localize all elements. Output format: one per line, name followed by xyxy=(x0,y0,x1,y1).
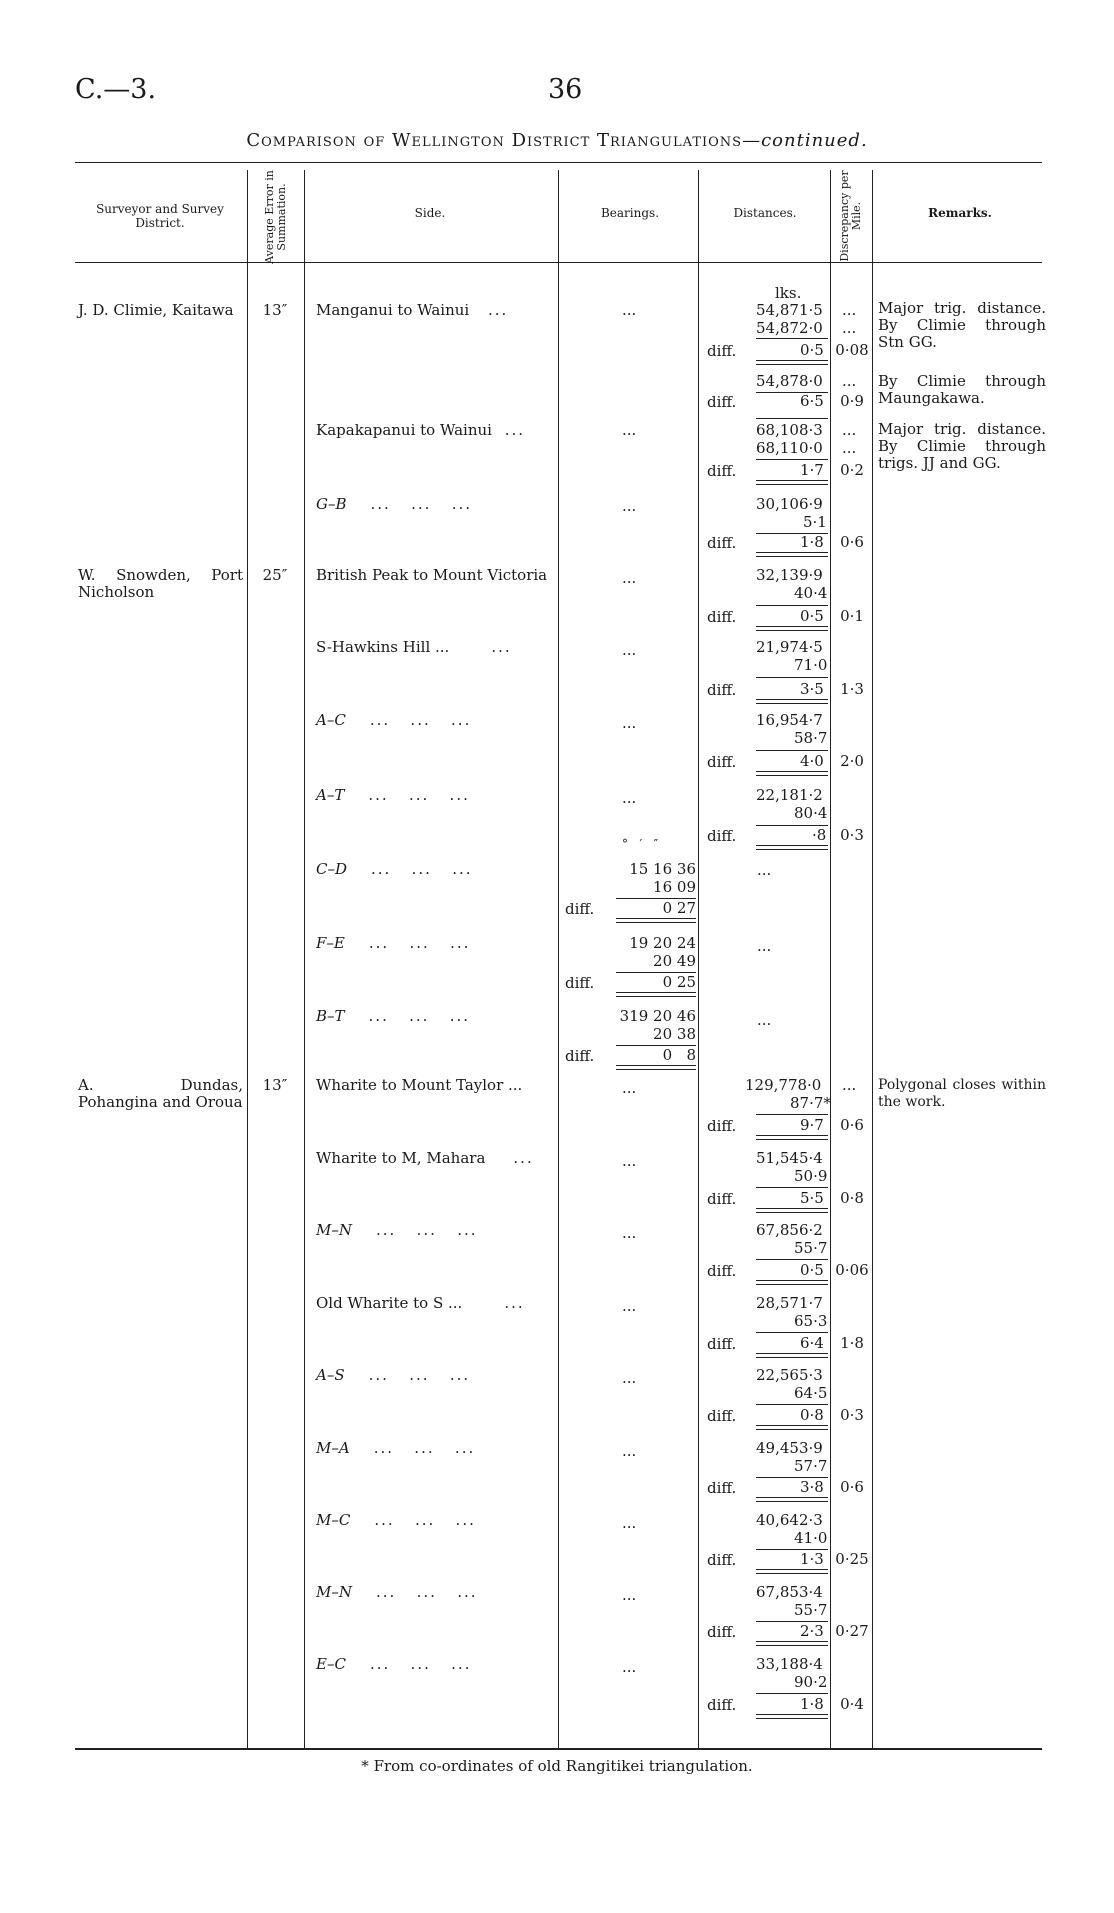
distance-1: 21,974·5 xyxy=(756,638,823,656)
header-bearings: Bearings. xyxy=(600,206,660,220)
bearing-diff: 0 25 xyxy=(662,973,696,991)
side-text: A–T xyxy=(316,786,345,804)
distance-2: 71·0 xyxy=(794,656,828,674)
side-dots: ... ... ... xyxy=(368,1007,471,1025)
side-label xyxy=(316,1367,554,1384)
diff-value: 1·8 xyxy=(800,1695,824,1713)
side-dots: ... ... ... xyxy=(368,786,470,804)
disc-dots: ... xyxy=(842,421,857,439)
side-label xyxy=(316,1295,554,1312)
col-divider-4 xyxy=(698,170,699,1748)
side-dots: ... ... ... xyxy=(369,711,472,729)
discrepancy-value: 0·4 xyxy=(840,1695,864,1713)
bearing-2: 20 38 xyxy=(653,1025,696,1043)
header-remarks: Remarks. xyxy=(928,206,992,220)
header-side: Side. xyxy=(414,206,446,220)
remark: Major trig. distance. By Climie through Stn GG. xyxy=(878,299,1046,351)
distance-2: 90·2 xyxy=(794,1673,828,1691)
bearing-value: ... xyxy=(622,1079,637,1097)
discrepancy-value: 0·27 xyxy=(835,1622,869,1640)
diff-label: diff. xyxy=(707,1623,737,1641)
diff-value: 9·7 xyxy=(800,1116,824,1134)
diff-double-rule xyxy=(756,1497,828,1502)
diff-value: 6·5 xyxy=(800,392,824,410)
diff-rule xyxy=(756,459,828,460)
footnote: * From co-ordinates of old Rangitikei triangulation. xyxy=(361,1757,753,1775)
side-text: M–N xyxy=(316,1221,352,1239)
diff-double-rule xyxy=(756,845,828,850)
diff-double-rule xyxy=(756,699,828,704)
bearing-value: ... xyxy=(622,569,637,587)
diff-rule xyxy=(756,1404,828,1405)
bearing-value: ... xyxy=(622,301,637,319)
discrepancy-value: 0·6 xyxy=(840,1478,864,1496)
side-dots: ... ... ... xyxy=(370,495,473,513)
bearing-double-rule xyxy=(616,992,696,997)
distance-2: 64·5 xyxy=(794,1384,828,1402)
distance-2: 5·1 xyxy=(803,513,827,531)
side-text: Old Wharite to S ... xyxy=(316,1294,463,1312)
side-text: M–A xyxy=(316,1439,350,1457)
diff-label: diff. xyxy=(707,1117,737,1135)
diff-label: diff. xyxy=(707,342,737,360)
diff-rule xyxy=(756,677,828,678)
side-label xyxy=(316,1150,554,1167)
bearing-value: ... xyxy=(622,1152,637,1170)
diff-value: 1·7 xyxy=(800,461,824,479)
header-average-error: Average Error in Summation. xyxy=(263,170,288,264)
surveyor-climie: J. D. Climie, Kaitawa xyxy=(78,301,234,319)
top-rule xyxy=(756,418,828,419)
side-dots: ... ... ... xyxy=(375,1583,478,1601)
distance-2: 57·7 xyxy=(794,1457,828,1475)
diff-double-rule xyxy=(756,1135,828,1140)
bearing-value: ... xyxy=(622,1224,637,1242)
header-discrepancy: Discrepancy per Mile. xyxy=(838,170,863,262)
discrepancy-value: 0·06 xyxy=(835,1261,869,1279)
bearing-1: 319 20 46 xyxy=(619,1007,696,1025)
side-text: A–S xyxy=(316,1366,345,1384)
side-label: British Peak to Mount Victoria xyxy=(316,566,548,584)
disc-dots: ... xyxy=(842,439,857,457)
distance-dots: ... xyxy=(757,1011,772,1029)
side-label xyxy=(316,787,554,804)
bearing-units: ° ′ ″ xyxy=(622,837,659,851)
diff-label: diff. xyxy=(707,1479,737,1497)
side-text: Manganui to Wainui xyxy=(316,301,470,319)
surveyor-snowden: W. Snowden, Port Nicholson xyxy=(78,566,243,601)
disc-dots: ... xyxy=(842,301,857,319)
side-label xyxy=(316,1656,554,1673)
diff-label: diff. xyxy=(707,1696,737,1714)
diff-double-rule xyxy=(756,1280,828,1285)
diff-double-rule xyxy=(756,626,828,631)
side-dots: ... ... ... xyxy=(368,1366,471,1384)
side-text: S-Hawkins Hill ... xyxy=(316,638,450,656)
bearing-value: ... xyxy=(622,497,637,515)
bearing-2: 16 09 xyxy=(653,878,696,896)
bearing-value: ... xyxy=(622,714,637,732)
diff-rule xyxy=(756,750,828,751)
distance-dots: ... xyxy=(757,861,772,879)
side-label xyxy=(316,1440,554,1457)
diff-double-rule xyxy=(756,1569,828,1574)
diff-label: diff. xyxy=(707,462,737,480)
side-text: A–C xyxy=(316,711,346,729)
surveyor-dundas: A. Dundas, Pohangina and Oroua xyxy=(78,1076,243,1111)
diff-value: 3·8 xyxy=(800,1478,824,1496)
distance-1: 30,106·9 xyxy=(756,495,823,513)
distance-2: 68,110·0 xyxy=(756,439,823,457)
bearing-diff: 0 8 xyxy=(662,1046,696,1064)
distance-1: 32,139·9 xyxy=(756,566,823,584)
distance-2: 41·0 xyxy=(794,1529,828,1547)
col-divider-1 xyxy=(247,170,248,1748)
bearing-value: ... xyxy=(622,789,637,807)
document-code: C.—3. xyxy=(75,74,157,105)
side-label xyxy=(316,1512,554,1529)
discrepancy-value: 0·3 xyxy=(840,826,864,844)
discrepancy-value: 0·9 xyxy=(840,392,864,410)
col-divider-5 xyxy=(830,170,831,1748)
bearing-value: ... xyxy=(622,1369,637,1387)
discrepancy-value: 0·6 xyxy=(840,1116,864,1134)
distance-1: 16,954·7 xyxy=(756,711,823,729)
discrepancy-value: 0·3 xyxy=(840,1406,864,1424)
diff-value: 6·4 xyxy=(800,1334,824,1352)
table-bottom-rule xyxy=(75,1748,1042,1750)
side-text: Wharite to M, Mahara xyxy=(316,1149,486,1167)
diff-double-rule xyxy=(756,1641,828,1646)
side-label xyxy=(316,712,554,729)
distance-2: 54,872·0 xyxy=(756,319,823,337)
remark: By Climie through Maungakawa. xyxy=(878,372,1046,407)
diff-value: 3·5 xyxy=(800,680,824,698)
discrepancy-value: 0·2 xyxy=(840,461,864,479)
side-label xyxy=(316,639,554,656)
bearing-1: 15 16 36 xyxy=(629,860,696,878)
distance-1: 40,642·3 xyxy=(756,1511,823,1529)
col-divider-2 xyxy=(304,170,305,1748)
diff-label: diff. xyxy=(707,1262,737,1280)
error-climie: 13″ xyxy=(262,301,288,319)
diff-double-rule xyxy=(756,552,828,557)
error-snowden: 25″ xyxy=(262,566,288,584)
diff-double-rule xyxy=(756,480,828,485)
discrepancy-value: 2·0 xyxy=(840,752,864,770)
distance-2: 87·7* xyxy=(790,1094,831,1112)
discrepancy-value: 0·08 xyxy=(835,341,869,359)
header-surveyor: Surveyor and Survey District. xyxy=(96,202,224,230)
diff-label: diff. xyxy=(707,608,737,626)
side-text: F–E xyxy=(316,934,345,952)
discrepancy-value: 0·25 xyxy=(835,1550,869,1568)
bearing-diff: 0 27 xyxy=(662,899,696,917)
diff-label: diff. xyxy=(707,1190,737,1208)
diff-value: 0·5 xyxy=(800,341,824,359)
diff-double-rule xyxy=(756,1425,828,1430)
diff-rule xyxy=(756,1187,828,1188)
bearing-1: 19 20 24 xyxy=(629,934,696,952)
discrepancy-value: 1·8 xyxy=(840,1334,864,1352)
side-dots: ... xyxy=(491,638,512,656)
side-text: E–C xyxy=(316,1655,346,1673)
diff-rule xyxy=(756,1332,828,1333)
table-title xyxy=(0,130,1114,151)
bearing-value: ... xyxy=(622,641,637,659)
distance-1: 33,188·4 xyxy=(756,1655,823,1673)
distance-1: 49,453·9 xyxy=(756,1439,823,1457)
distance-unit: lks. xyxy=(775,284,802,302)
distance-dots: ... xyxy=(757,937,772,955)
col-divider-6 xyxy=(872,170,873,1748)
diff-rule xyxy=(756,338,828,339)
side-label xyxy=(316,1008,554,1025)
remark: Major trig. distance. By Climie through trigs. JJ and GG. xyxy=(878,420,1046,472)
distance-2: 65·3 xyxy=(794,1312,828,1330)
diff-label: diff. xyxy=(565,900,595,918)
distance-2: 80·4 xyxy=(794,804,828,822)
side-dots: ... ... ... xyxy=(374,1511,476,1529)
side-dots: ... xyxy=(487,301,509,319)
diff-value: 0·5 xyxy=(800,607,824,625)
diff-value: ·8 xyxy=(812,826,827,844)
table-top-rule xyxy=(75,162,1042,163)
bearing-value: ... xyxy=(622,1514,637,1532)
distance-1: 129,778·0 xyxy=(745,1076,822,1094)
title-continued: continued. xyxy=(761,130,868,151)
diff-value: 2·3 xyxy=(800,1622,824,1640)
discrepancy-value: 0·1 xyxy=(840,607,864,625)
diff-label: diff. xyxy=(707,827,737,845)
diff-label: diff. xyxy=(707,681,737,699)
bearing-value: ... xyxy=(622,1586,637,1604)
bearing-value: ... xyxy=(622,1658,637,1676)
side-label xyxy=(316,1584,554,1601)
distance-1: 22,181·2 xyxy=(756,786,823,804)
diff-value: 0·8 xyxy=(800,1406,824,1424)
side-dots: ... ... ... xyxy=(369,1655,472,1673)
diff-rule xyxy=(756,1693,828,1694)
disc-dots: ... xyxy=(842,372,857,390)
distance-2: 58·7 xyxy=(794,729,828,747)
side-dots: ... ... ... xyxy=(371,860,473,878)
side-text: M–C xyxy=(316,1511,351,1529)
side-text: B–T xyxy=(316,1007,345,1025)
distance-1: 22,565·3 xyxy=(756,1366,823,1384)
diff-label: diff. xyxy=(707,393,737,411)
side-label xyxy=(316,935,554,952)
side-label xyxy=(316,861,554,878)
distance-1: 51,545·4 xyxy=(756,1149,823,1167)
diff-rule xyxy=(756,1114,828,1115)
side-dots: ... xyxy=(504,421,526,439)
side-label: Wharite to Mount Taylor ... xyxy=(316,1076,523,1094)
bearing-value: ... xyxy=(622,1442,637,1460)
bearing-double-rule xyxy=(616,1065,696,1070)
diff-double-rule xyxy=(756,1208,828,1213)
bearing-double-rule xyxy=(616,918,696,923)
distance-2: 55·7 xyxy=(794,1239,828,1257)
page-number: 36 xyxy=(548,74,583,105)
diff-value: 1·8 xyxy=(800,533,824,551)
diff-value: 0·5 xyxy=(800,1261,824,1279)
col-divider-3 xyxy=(558,170,559,1748)
distance-1: 67,853·4 xyxy=(756,1583,823,1601)
header-distances: Distances. xyxy=(733,206,797,220)
distance-1: 68,108·3 xyxy=(756,421,823,439)
diff-label: diff. xyxy=(707,1335,737,1353)
side-label xyxy=(316,422,554,439)
distance-1: 54,878·0 xyxy=(756,372,823,390)
diff-double-rule xyxy=(756,1353,828,1358)
discrepancy-value: 0·8 xyxy=(840,1189,864,1207)
diff-value: 1·3 xyxy=(800,1550,824,1568)
diff-label: diff. xyxy=(565,974,595,992)
bearing-2: 20 49 xyxy=(653,952,696,970)
side-text: Kapakapanui to Wainui xyxy=(316,421,492,439)
distance-1: 67,856·2 xyxy=(756,1221,823,1239)
side-dots: ... ... ... xyxy=(373,1439,476,1457)
diff-label: diff. xyxy=(707,1407,737,1425)
side-label xyxy=(316,1222,554,1239)
side-label xyxy=(316,302,554,319)
disc-dots: ... xyxy=(842,1076,857,1094)
distance-2: 50·9 xyxy=(794,1167,828,1185)
distance-1: 54,871·5 xyxy=(756,301,823,319)
diff-label: diff. xyxy=(707,534,737,552)
diff-rule xyxy=(756,605,828,606)
diff-double-rule xyxy=(756,1714,828,1719)
diff-double-rule xyxy=(756,360,828,365)
discrepancy-value: 1·3 xyxy=(840,680,864,698)
remark: Polygonal closes within the work. xyxy=(878,1077,1046,1110)
diff-label: diff. xyxy=(707,1551,737,1569)
title-main: Comparison of Wellington District Triangulations— xyxy=(246,130,762,151)
diff-label: diff. xyxy=(565,1047,595,1065)
diff-value: 5·5 xyxy=(800,1189,824,1207)
side-label xyxy=(316,496,554,513)
side-dots: ... xyxy=(504,1294,525,1312)
distance-2: 55·7 xyxy=(794,1601,828,1619)
disc-dots: ... xyxy=(842,319,857,337)
side-text: M–N xyxy=(316,1583,352,1601)
side-text: G–B xyxy=(316,495,347,513)
diff-label: diff. xyxy=(707,753,737,771)
error-dundas: 13″ xyxy=(262,1076,288,1094)
diff-rule xyxy=(756,1259,828,1260)
bearing-value: ... xyxy=(622,1297,637,1315)
side-dots: ... ... ... xyxy=(368,934,471,952)
distance-2: 40·4 xyxy=(794,584,828,602)
bearing-value: ... xyxy=(622,421,637,439)
discrepancy-value: 0·6 xyxy=(840,533,864,551)
side-dots: ... ... ... xyxy=(375,1221,478,1239)
diff-double-rule xyxy=(756,771,828,776)
diff-value: 4·0 xyxy=(800,752,824,770)
side-text: C–D xyxy=(316,860,348,878)
side-dots: ... xyxy=(513,1149,534,1167)
distance-1: 28,571·7 xyxy=(756,1294,823,1312)
